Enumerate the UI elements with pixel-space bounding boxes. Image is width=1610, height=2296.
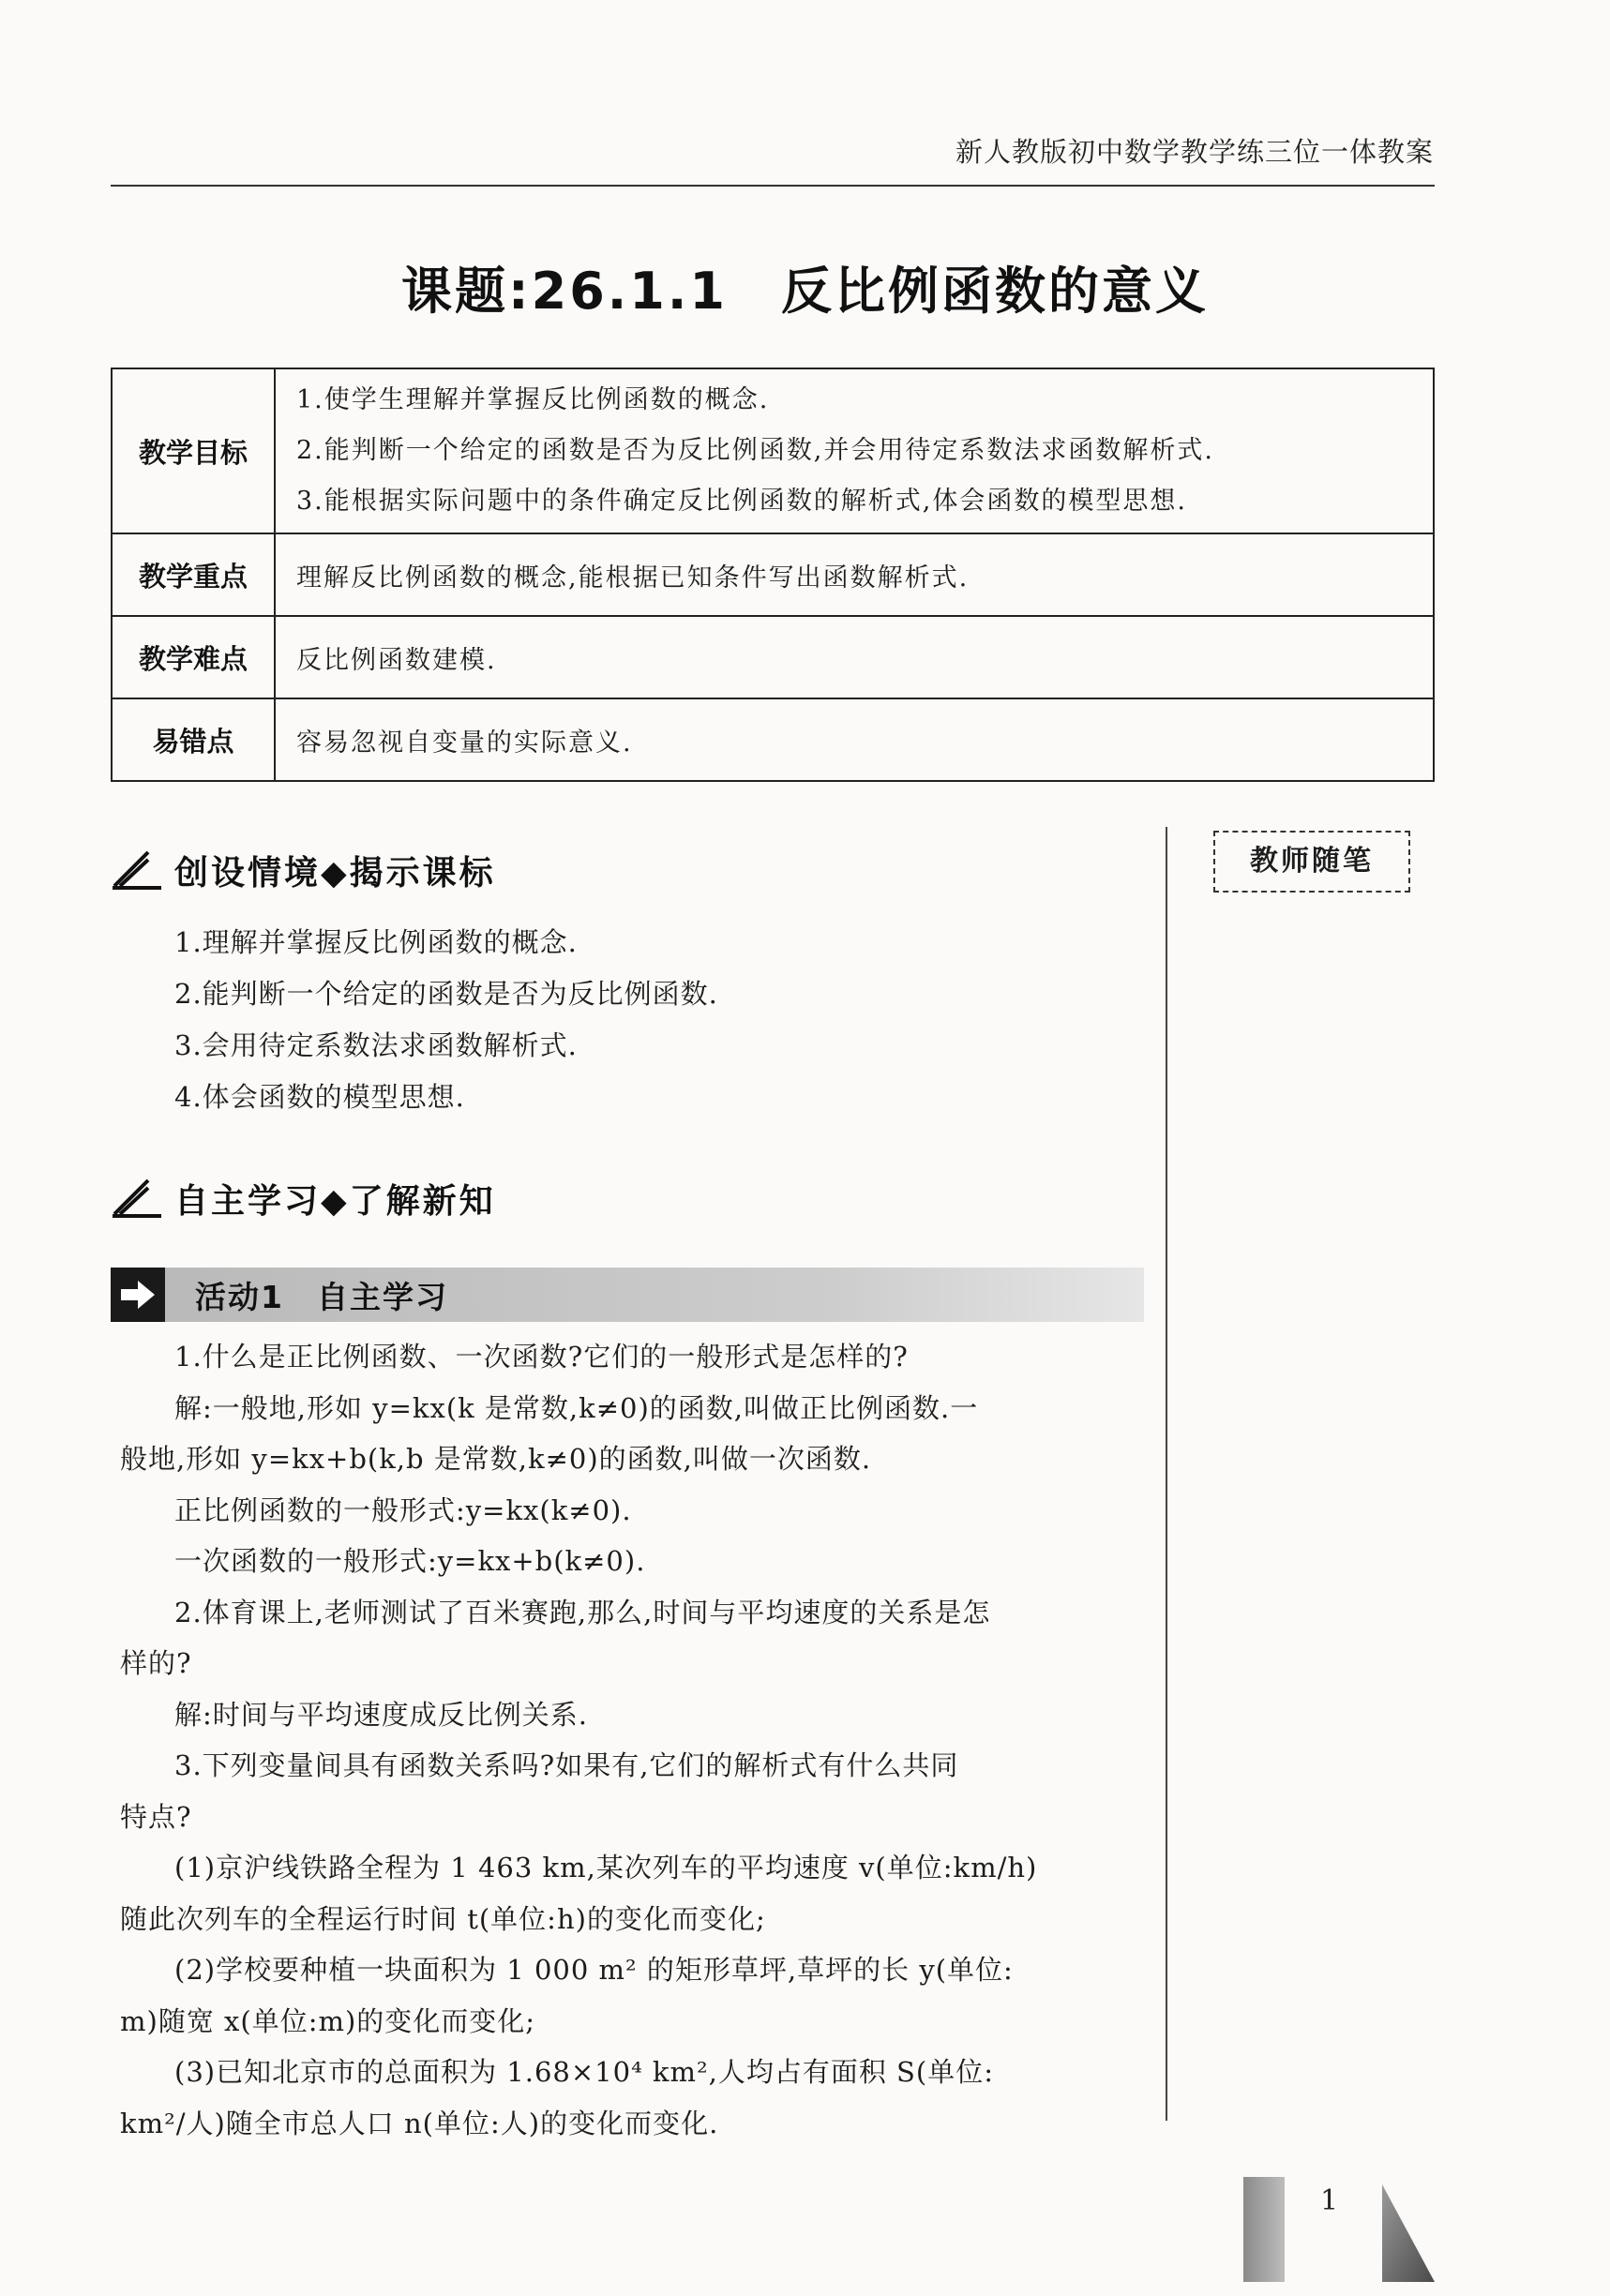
error-cell: 容易忽视自变量的实际意义. — [275, 698, 1434, 781]
pen-icon — [111, 1177, 167, 1220]
key-cell: 理解反比例函数的概念,能根据已知条件写出函数解析式. — [275, 533, 1434, 616]
table-row — [112, 368, 1434, 533]
text-line: 样的? — [120, 1647, 192, 1679]
text-line: 正比例函数的一般形式:y=kx(k≠0). — [174, 1493, 632, 1526]
list-item: 4.体会函数的模型思想. — [174, 1081, 465, 1113]
text-line: (3)已知北京市的总面积为 1.68×10⁴ km²,人均占有面积 S(单位: — [174, 2056, 994, 2088]
text-line: 一次函数的一般形式:y=kx+b(k≠0). — [174, 1545, 646, 1577]
activity-banner — [111, 1268, 1144, 1322]
goal-cell — [275, 368, 1434, 533]
table-row — [112, 533, 1434, 616]
goal-item: 1.使学生理解并掌握反比例函数的概念. — [296, 385, 770, 414]
text-line: 2.体育课上,老师测试了百米赛跑,那么,时间与平均速度的关系是怎 — [174, 1596, 991, 1628]
text-line: km²/人)随全市总人口 n(单位:人)的变化而变化. — [120, 2107, 719, 2139]
text-line: 特点? — [120, 1800, 192, 1833]
header-rule — [111, 185, 1435, 187]
difficulty-cell: 反比例函数建模. — [275, 616, 1434, 698]
text-line: (1)京沪线铁路全程为 1 463 km,某次列车的平均速度 v(单位:km/h) — [174, 1852, 1038, 1883]
objective-list — [174, 917, 1140, 1123]
text-line: (2)学校要种植一块面积为 1 000 m² 的矩形草坪,草坪的长 y(单位: — [174, 1954, 1014, 1986]
activity-body — [120, 1331, 1151, 2149]
objectives-table — [111, 368, 1435, 782]
text-line: 3.下列变量间具有函数关系吗?如果有,它们的解析式有什么共同 — [174, 1749, 959, 1781]
table-row — [112, 616, 1434, 698]
activity-title: 活动1 自主学习 — [195, 1278, 448, 1315]
table-row — [112, 698, 1434, 781]
notes-divider — [1166, 827, 1167, 2121]
corner-triangle-icon — [1382, 2184, 1435, 2282]
key-label: 教学重点 — [112, 533, 275, 616]
goal-item: 2.能判断一个给定的函数是否为反比例函数,并会用待定系数法求函数解析式. — [296, 436, 1214, 465]
arrow-right-icon — [111, 1268, 165, 1322]
page-number: 1 — [1320, 2184, 1339, 2217]
page-tab — [1243, 2177, 1285, 2282]
page-title: 课题:26.1.1 反比例函数的意义 — [401, 262, 1209, 321]
text-line: 随此次列车的全程运行时间 t(单位:h)的变化而变化; — [120, 1902, 766, 1935]
list-item: 3.会用待定系数法求函数解析式. — [174, 1029, 578, 1061]
section-heading-1 — [111, 844, 496, 896]
text-line: 1.什么是正比例函数、一次函数?它们的一般形式是怎样的? — [174, 1341, 909, 1373]
difficulty-label: 教学难点 — [112, 616, 275, 698]
section-title: 创设情境◆揭示课标 — [174, 853, 496, 893]
goal-label: 教学目标 — [112, 368, 275, 533]
error-label: 易错点 — [112, 698, 275, 781]
book-title: 新人教版初中数学教学练三位一体教案 — [955, 136, 1434, 168]
text-line: 般地,形如 y=kx+b(k,b 是常数,k≠0)的函数,叫做一次函数. — [120, 1443, 872, 1475]
goal-item: 3.能根据实际问题中的条件确定反比例函数的解析式,体会函数的模型思想. — [296, 487, 1187, 516]
teacher-notes-label: 教师随笔 — [1213, 831, 1410, 893]
text-line: m)随宽 x(单位:m)的变化而变化; — [120, 2004, 536, 2037]
section-heading-2 — [111, 1172, 496, 1224]
text-line: 解:时间与平均速度成反比例关系. — [174, 1698, 588, 1731]
pen-icon — [111, 848, 167, 892]
list-item: 1.理解并掌握反比例函数的概念. — [174, 926, 578, 958]
text-line: 解:一般地,形如 y=kx(k 是常数,k≠0)的函数,叫做正比例函数.一 — [174, 1391, 979, 1424]
list-item: 2.能判断一个给定的函数是否为反比例函数. — [174, 978, 718, 1010]
section-title: 自主学习◆了解新知 — [174, 1181, 496, 1221]
